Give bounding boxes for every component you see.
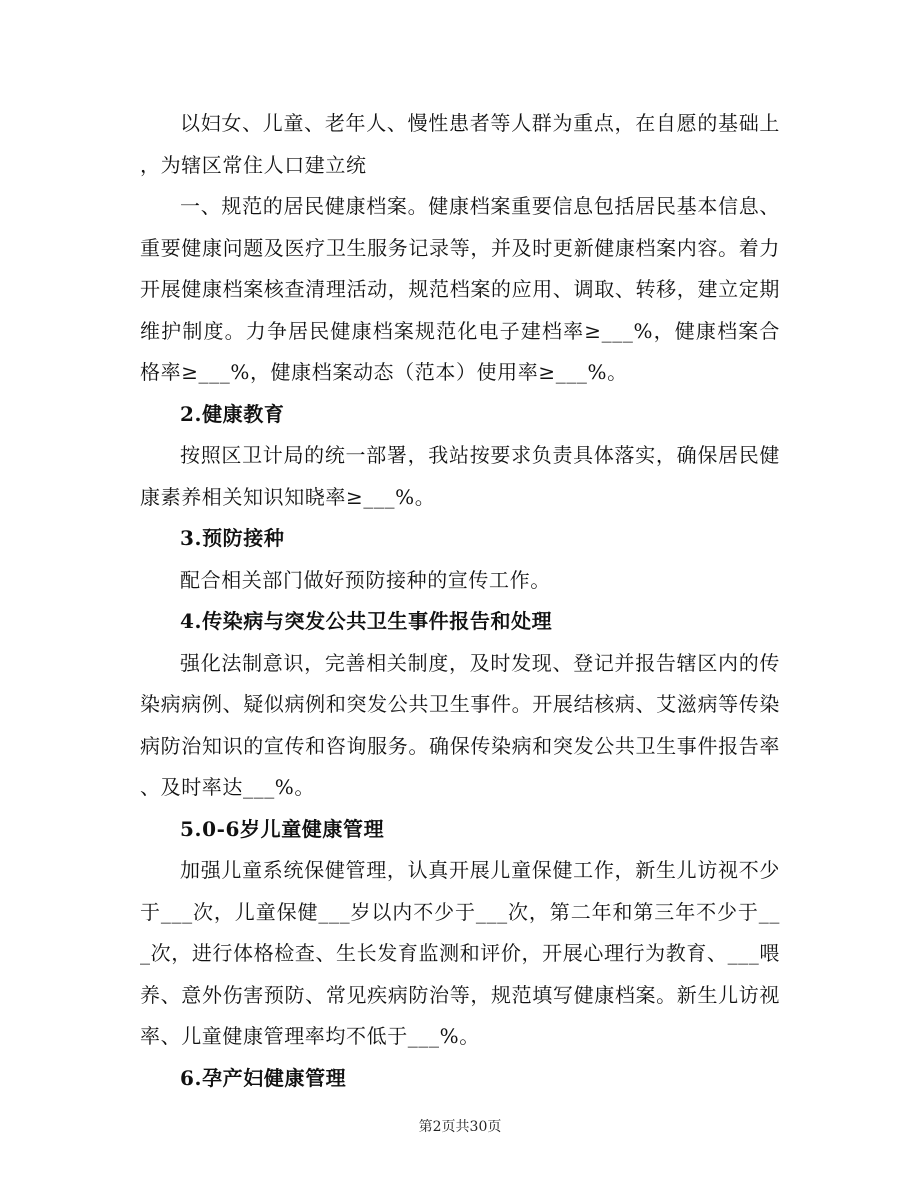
paragraph-health-education: 按照区卫计局的统一部署，我站按要求负责具体落实，确保居民健康素养相关知识知晓率≥___%。 — [140, 443, 780, 509]
heading-child-health: 5.0-6岁儿童健康管理 — [180, 816, 385, 841]
paragraph-vaccination: 配合相关部门做好预防接种的宣传工作。 — [180, 567, 551, 592]
paragraph-health-records: 一、规范的居民健康档案。健康档案重要信息包括居民基本信息、重要健康问题及医疗卫生服务记录等，并及时更新健康档案内容。着力开展健康档案核查清理活动，规范档案的应用、调取、转移，建立定期维护制度。力争居民健康档案规范化电子建档率≥___%，健康档案合格率≥___%，健康档案动态（范本）使用率≥___%。 — [140, 194, 780, 384]
page-number-footer: 第2页共30页 — [418, 1119, 502, 1135]
paragraph-child-health: 加强儿童系统保健管理，认真开展儿童保健工作，新生儿访视不少于___次，儿童保健___岁以内不少于___次，第二年和第三年不少于___次，进行体格检查、生长发育监测和评价，开展心理行为教育、___喂养、意外伤害预防、常见疾病防治等，规范填写健康档案。新生儿访视率、儿童健康管理率均不低于___%。 — [140, 858, 780, 1048]
heading-maternal-health: 6.孕产妇健康管理 — [180, 1065, 347, 1090]
heading-vaccination: 3.预防接种 — [180, 526, 285, 550]
heading-health-education: 2.健康教育 — [180, 401, 285, 426]
paragraph-infectious-disease: 强化法制意识，完善相关制度，及时发现、登记并报告辖区内的传染病病例、疑似病例和突发公共卫生事件。开展结核病、艾滋病等传染病防治知识的宣传和咨询服务。确保传染病和突发公共卫生事件报告率、及时率达___%。 — [140, 650, 780, 799]
paragraph-intro: 以妇女、儿童、老年人、慢性患者等人群为重点，在自愿的基础上，为辖区常住人口建立统 — [140, 111, 780, 177]
heading-infectious-disease: 4.传染病与突发公共卫生事件报告和处理 — [180, 609, 553, 633]
document-body — [140, 103, 780, 1099]
